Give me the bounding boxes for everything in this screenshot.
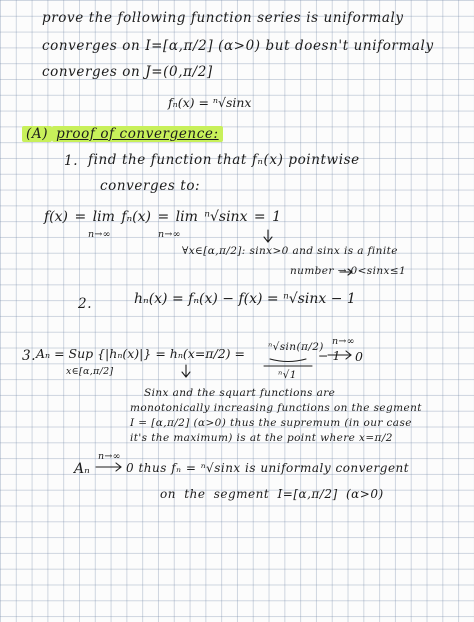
right-arrow-icon [96, 463, 121, 471]
section-a-tag: (A) [22, 126, 52, 142]
step1-note-b: number → 0<sinx≤1 [290, 265, 407, 277]
step3-formula-left: Aₙ = Sup {|hₙ(x)|} = hₙ(x=π/2) = [36, 346, 245, 361]
explanation-line-1: Sinx and the squart functions are [144, 387, 336, 399]
step3-limit: 0 [355, 349, 363, 364]
explanation-line-3: I = [α,π/2] (α>0) thus the supremum (in our case [130, 417, 412, 429]
step1-number: 1. [64, 153, 79, 169]
down-arrow-icon [264, 230, 272, 242]
step2-formula: hₙ(x) = fₙ(x) − f(x) = ⁿ√sinx − 1 [134, 291, 356, 307]
conclusion-text: 0 thus fₙ = ⁿ√sinx is uniformaly convergent [126, 461, 410, 475]
step1-note-a: ∀x∈[α,π/2]: sinx>0 and sinx is a finite [182, 245, 398, 257]
step3-arrow-label: n→∞ [332, 336, 355, 347]
step1-text-b: converges to: [100, 178, 201, 194]
right-arrow-icon [340, 269, 352, 275]
step2-number: 2. [78, 296, 93, 312]
conclusion-an: Aₙ [74, 461, 90, 477]
function-definition: fₙ(x) = ⁿ√sinx [168, 95, 252, 110]
statement-line-1: prove the following function series is uniformaly [42, 10, 404, 26]
lim-subscript-b: n→∞ [158, 229, 181, 240]
explanation-line-2: monotonically increasing functions on the segment [130, 402, 422, 414]
down-arrow-icon [182, 365, 190, 377]
brace-mark [270, 359, 306, 362]
fraction-denominator: ⁿ√1 [278, 369, 297, 381]
statement-line-3: converges on J=(0,π/2] [42, 64, 213, 80]
statement-line-2: converges on I=[α,π/2] (α>0) but doesn't uniformaly [42, 38, 434, 54]
conclusion-arrow-label: n→∞ [98, 451, 121, 462]
conclusion-line-2: on the segment I=[α,π/2] (α>0) [160, 487, 384, 501]
sup-subscript: x∈[α,π/2] [66, 366, 114, 377]
step3-formula-right: − 1 [318, 348, 341, 363]
step1-text-a: find the function that fₙ(x) pointwise [88, 152, 360, 168]
right-arrow-icon [328, 351, 351, 359]
step1-formula: f(x) = lim fₙ(x) = lim ⁿ√sinx = 1 [44, 209, 282, 225]
step3-number: 3. [22, 348, 37, 364]
fraction-numerator: ⁿ√sin(π/2) [268, 341, 324, 353]
section-a-title: proof of convergence: [52, 126, 223, 142]
explanation-line-4: it's the maximum) is at the point where x=π/2 [130, 432, 393, 444]
lim-subscript-a: n→∞ [88, 229, 111, 240]
